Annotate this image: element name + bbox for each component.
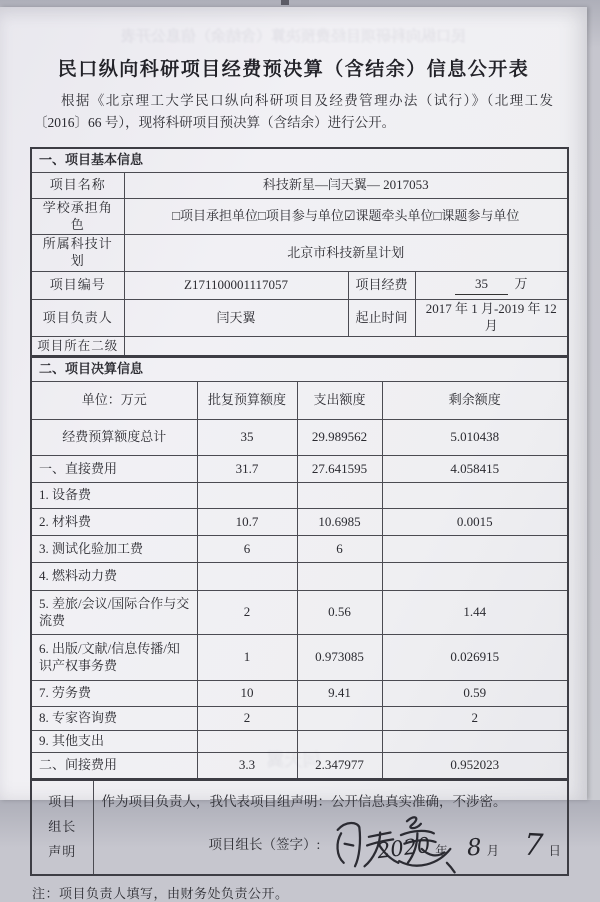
col-approved: 批复预算额度 — [197, 382, 297, 420]
row-remaining: 0.026915 — [382, 635, 568, 681]
row-label: 2. 材料费 — [31, 509, 197, 536]
row-approved: 1 — [197, 635, 297, 681]
table-row — [31, 420, 568, 456]
photo-top-notch — [281, 0, 289, 5]
project-name-label: 项目名称 — [31, 172, 124, 198]
table-row — [31, 753, 568, 779]
project-name-value: 科技新星—闫天翼— 2017053 — [124, 172, 568, 198]
row-approved: 2 — [197, 707, 297, 731]
row-label: 二、间接费用 — [31, 753, 197, 779]
sign-label: 项目组长（签字）: — [208, 837, 321, 853]
role-label: 学校承担角色 — [31, 198, 124, 235]
row-remaining: 0.0015 — [382, 509, 568, 536]
row-spent: 2.347977 — [297, 753, 382, 779]
row-spent — [297, 731, 382, 753]
row-spent: 6 — [297, 536, 382, 563]
row-remaining: 2 — [382, 707, 568, 731]
leader-label: 项目负责人 — [31, 300, 124, 337]
row-remaining: 0.59 — [382, 681, 568, 707]
row-approved — [197, 563, 297, 591]
funding-value-cell — [415, 272, 568, 300]
table-row — [31, 731, 568, 753]
row-approved: 3.3 — [197, 753, 297, 779]
row-label: 7. 劳务费 — [31, 681, 197, 707]
row-remaining: 1.44 — [382, 591, 568, 635]
row-spent: 9.41 — [297, 681, 382, 707]
table-row — [31, 456, 568, 483]
project-no-value: Z171100001117057 — [124, 272, 348, 300]
declaration-statement: 作为项目负责人，我代表项目组声明：公开信息真实准确，不涉密。 — [101, 793, 507, 809]
footnote: 注：项目负责人填写，由财务处负责公开。 — [32, 886, 289, 902]
date-year: 2020 — [375, 832, 432, 864]
year-suffix: 年 — [435, 844, 448, 859]
secondary-unit-label: 项目所在二级 — [31, 336, 124, 356]
row-remaining — [382, 731, 568, 753]
program-value: 北京市科技新星计划 — [124, 235, 568, 272]
funding-unit: 万 — [514, 276, 528, 292]
role-checkbox-options: □项目承担单位□项目参与单位☑课题牵头单位□课题参与单位 — [124, 198, 568, 235]
row-label: 9. 其他支出 — [31, 731, 197, 753]
row-spent: 27.641595 — [297, 456, 382, 483]
row-remaining: 4.058415 — [382, 456, 568, 483]
date-day: 7 — [523, 827, 545, 864]
signature-line — [94, 812, 568, 874]
row-spent: 29.989562 — [297, 420, 382, 456]
page-bleed-through-text: 民口纵向科研项目经费预决算（含结余）信息公开表 — [121, 29, 467, 45]
declaration-table — [30, 779, 569, 877]
table-row — [31, 591, 568, 635]
day-suffix: 日 — [548, 844, 561, 859]
table-row — [31, 681, 568, 707]
declaration-body — [93, 780, 568, 876]
row-approved: 10.7 — [197, 509, 297, 536]
row-remaining: 0.952023 — [382, 753, 568, 779]
project-no-label: 项目编号 — [31, 272, 124, 300]
row-spent — [297, 563, 382, 591]
table-row — [31, 509, 568, 536]
row-remaining — [382, 563, 568, 591]
row-spent: 10.6985 — [297, 509, 382, 536]
table-row — [31, 536, 568, 563]
row-label: 3. 测试化验加工费 — [31, 536, 197, 563]
row-label: 一、直接费用 — [31, 456, 197, 483]
row-approved — [197, 731, 297, 753]
budget-header-row — [31, 382, 568, 420]
row-approved: 2 — [197, 591, 297, 635]
table-row — [31, 483, 568, 509]
month-suffix: 月 — [486, 844, 500, 859]
duration-label: 起止时间 — [348, 300, 415, 337]
bottom-bleed-through: 闫天翼 — [266, 750, 321, 770]
section-1-title: 一、项目基本信息 — [31, 148, 568, 172]
handwritten-date — [377, 826, 561, 865]
row-remaining: 5.010438 — [382, 420, 568, 456]
leader-value: 闫天翼 — [124, 300, 348, 337]
declaration-label-line: 项目 — [48, 794, 77, 810]
row-approved: 10 — [197, 681, 297, 707]
row-spent: 0.973085 — [297, 635, 382, 681]
intro-paragraph: 根据《北京理工大学民口纵向科研项目及经费管理办法（试行）》（北理工发〔2016〕66 号），现将科研项目预决算（含结余）进行公开。 — [34, 93, 553, 130]
col-spent: 支出额度 — [297, 382, 382, 420]
row-label: 4. 燃料动力费 — [31, 563, 197, 591]
table-row — [31, 635, 568, 681]
funding-label: 项目经费 — [348, 272, 415, 300]
row-approved — [197, 483, 297, 509]
program-label: 所属科技计划 — [31, 235, 124, 272]
page-title: 民口纵向科研项目经费预决算（含结余）信息公开表 — [57, 59, 530, 80]
table-row — [31, 563, 568, 591]
table-row — [31, 707, 568, 731]
row-label: 经费预算额度总计 — [31, 420, 197, 456]
row-label: 6. 出版/文献/信息传播/知识产权事务费 — [31, 635, 197, 681]
row-label: 8. 专家咨询费 — [31, 707, 197, 731]
row-remaining — [382, 483, 568, 509]
row-spent: 0.56 — [297, 591, 382, 635]
paper-sheet — [0, 7, 587, 902]
row-spent — [297, 483, 382, 509]
row-approved: 31.7 — [197, 456, 297, 483]
declaration-label-line: 声明 — [48, 843, 77, 859]
row-label: 1. 设备费 — [31, 483, 197, 509]
row-spent — [297, 707, 382, 731]
secondary-unit-value — [124, 336, 568, 356]
row-approved: 35 — [197, 420, 297, 456]
row-label: 5. 差旅/会议/国际合作与交流费 — [31, 591, 197, 635]
date-month: 8 — [466, 834, 483, 862]
section-2-title: 二、项目决算信息 — [31, 357, 568, 381]
col-remaining: 剩余额度 — [382, 382, 568, 420]
col-unit: 单位：万元 — [31, 382, 197, 420]
budget-table — [30, 356, 569, 779]
funding-amount: 35 — [455, 276, 508, 295]
duration-value: 2017 年 1 月-2019 年 12 月 — [415, 300, 568, 337]
declaration-label-line: 组长 — [48, 819, 77, 835]
row-approved: 6 — [197, 536, 297, 563]
basic-info-table — [30, 147, 569, 357]
declaration-label — [31, 780, 93, 876]
row-remaining — [382, 536, 568, 563]
